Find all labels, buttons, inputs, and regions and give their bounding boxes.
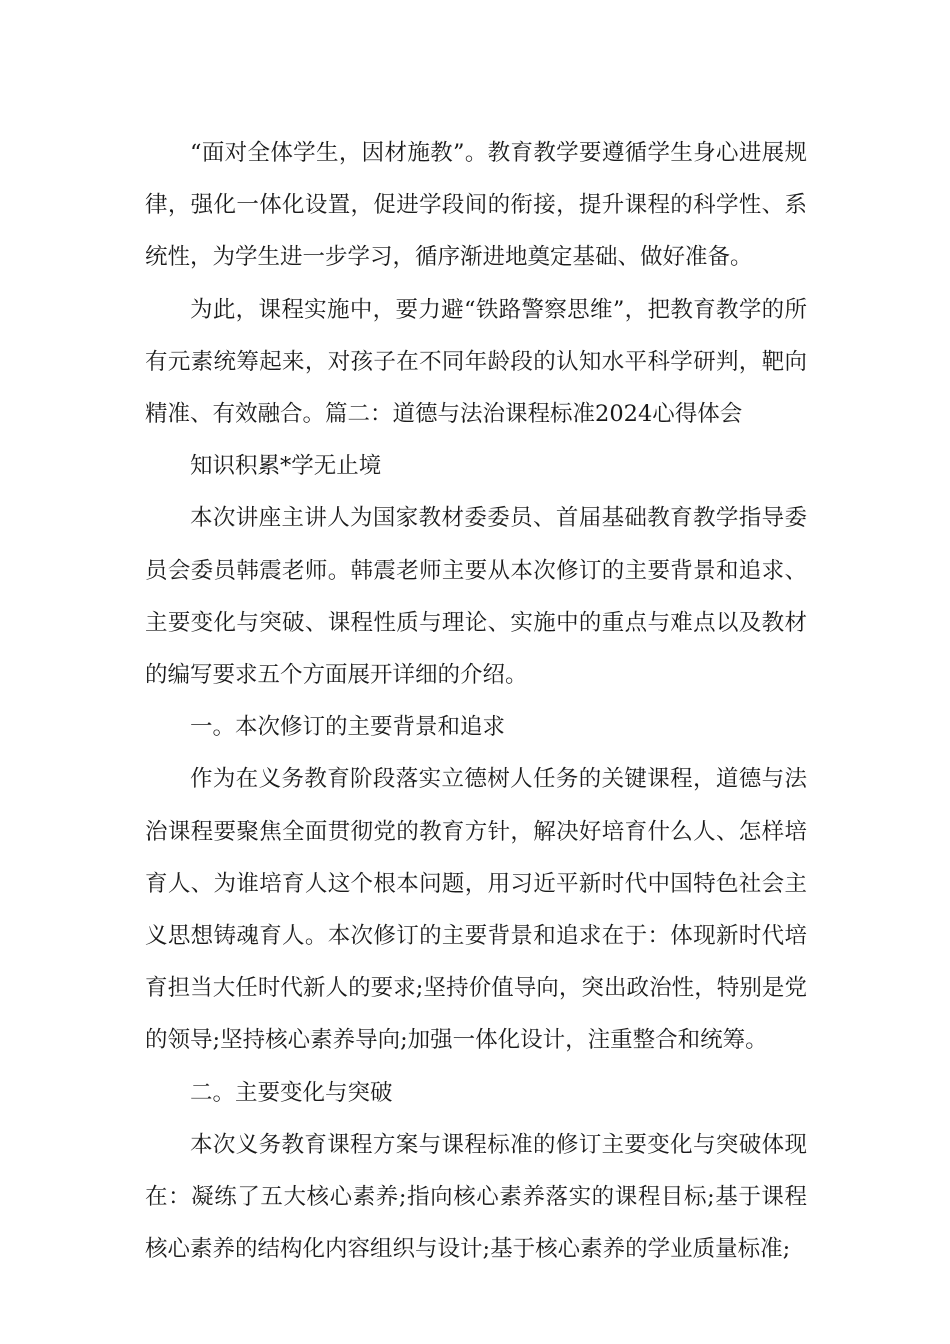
paragraph-lecture-intro: 本次讲座主讲人为国家教材委委员、首届基础教育教学指导委员会委员韩震老师。韩震老师主要从本次修订的主要背景和追求、主要变化与突破、课程性质与理论、实施中的重点与难点以及教材的编写要求五个方面展开详细的介绍。	[145, 505, 807, 689]
paragraph-teaching-principle: “面对全体学生，因材施教”。教育教学要遵循学生身心进展规律，强化一体化设置，促进学段间的衔接，提升课程的科学性、系统性，为学生进一步学习，循序渐进地奠定基础、做好准备。	[145, 140, 807, 271]
section-heading-background: 一。本次修订的主要背景和追求	[190, 714, 506, 741]
paragraph-changes: 本次义务教育课程方案与课程标准的修订主要变化与突破体现在：凝练了五大核心素养;指向核心素养落实的课程目标;基于课程核心素养的结构化内容组织与设计;基于核心素养的学业质量标准;	[145, 1131, 807, 1263]
paragraph-course-implementation: 为此，课程实施中，要力避“铁路警察思维”，把教育教学的所有元素统筹起来，对孩子在不同年龄段的认知水平科学研判，靶向精准、有效融合。篇二：道德与法治课程标准2024心得体会	[145, 296, 807, 428]
paragraph-background: 作为在义务教育阶段落实立德树人任务的关键课程，道德与法治课程要聚焦全面贯彻党的教育方针，解决好培育什么人、怎样培育人、为谁培育人这个根本问题，用习近平新时代中国特色社会主义思想铸魂育人。本次修订的主要背景和追求在于：体现新时代培育担当大任时代新人的要求;坚持价值导向，突出政治性，特别是党的领导;坚持核心素养导向;加强一体化设计，注重整合和统筹。	[145, 766, 807, 1054]
section-heading-knowledge: 知识积累*学无止境	[190, 453, 382, 480]
document-body	[145, 127, 807, 1275]
section-heading-changes: 二。主要变化与突破	[190, 1079, 393, 1106]
